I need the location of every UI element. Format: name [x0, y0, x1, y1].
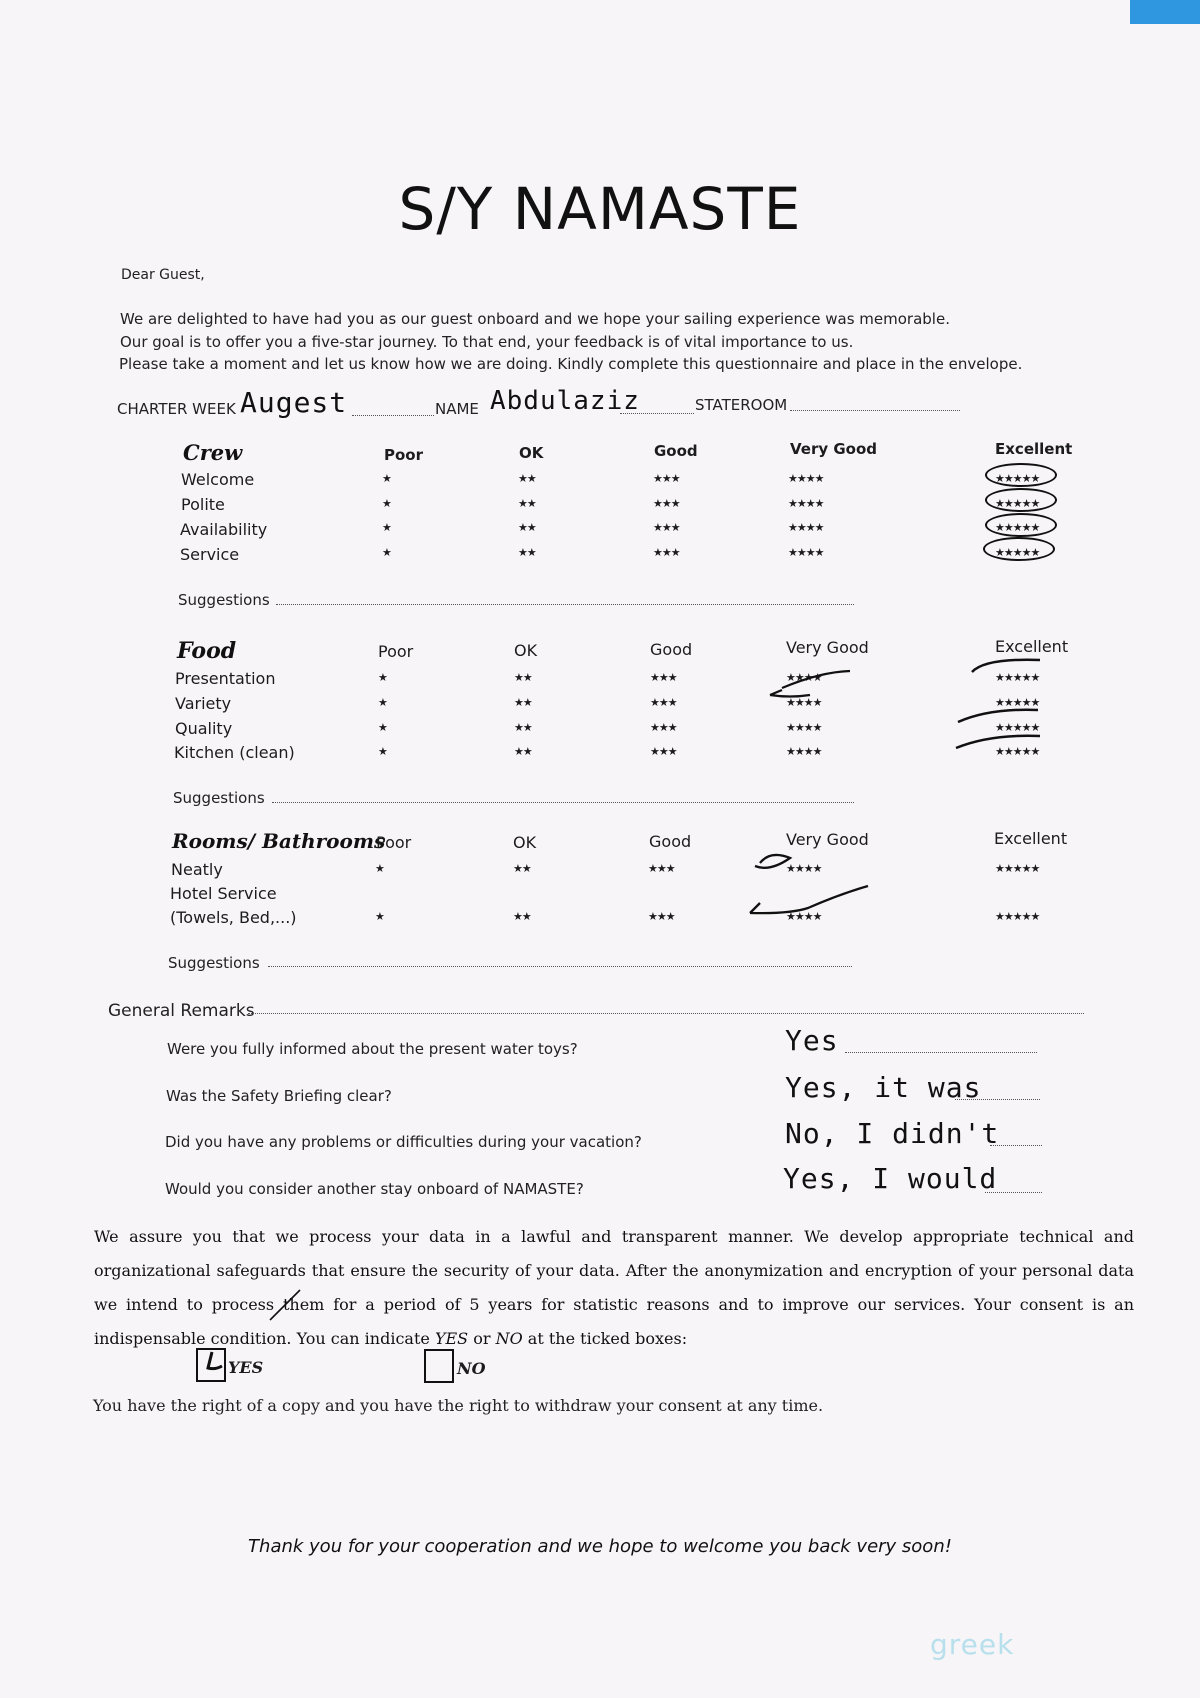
- food-stars-r2-very-good[interactable]: ★★★★: [786, 721, 822, 734]
- consent-yes-checkbox[interactable]: [196, 1348, 226, 1382]
- crew-stars-r2-good[interactable]: ★★★: [653, 521, 680, 534]
- rooms-stars-r0-good[interactable]: ★★★: [648, 862, 675, 875]
- rooms-suggestions-field[interactable]: [268, 966, 852, 967]
- section-crew-title: Crew: [183, 440, 243, 465]
- intro-line-3: Please take a moment and let us know how we are doing. Kindly complete this questionnaire and place in the envelope.: [119, 355, 1023, 373]
- crew-stars-r2-very-good[interactable]: ★★★★: [788, 521, 824, 534]
- answer-4[interactable]: Yes, I would: [783, 1162, 998, 1195]
- food-stars-r2-good[interactable]: ★★★: [650, 721, 677, 734]
- legal-yes-word: YES: [434, 1329, 469, 1348]
- food-stars-r1-ok[interactable]: ★★: [514, 696, 532, 709]
- food-col-very-good: Very Good: [786, 638, 869, 657]
- food-row-variety: Variety: [175, 694, 232, 713]
- rooms-row-towels-bed: (Towels, Bed,...): [170, 908, 297, 927]
- crew-stars-r1-poor[interactable]: ★: [382, 497, 391, 510]
- name-label: NAME: [435, 400, 479, 418]
- crew-stars-r1-ok[interactable]: ★★: [518, 497, 536, 510]
- food-stars-r0-poor[interactable]: ★: [378, 671, 387, 684]
- crew-stars-r1-very-good[interactable]: ★★★★: [788, 497, 824, 510]
- rooms-col-good: Good: [649, 832, 692, 851]
- food-stars-r0-very-good[interactable]: ★★★★: [786, 671, 822, 684]
- crew-stars-r2-ok[interactable]: ★★: [518, 521, 536, 534]
- food-stars-r2-excellent[interactable]: ★★★★★: [995, 721, 1040, 734]
- food-stars-r0-good[interactable]: ★★★: [650, 671, 677, 684]
- crew-col-good: Good: [654, 442, 698, 460]
- food-col-poor: Poor: [378, 642, 414, 661]
- blue-corner-tab: [1130, 0, 1200, 24]
- rooms-row-hotel-service: Hotel Service: [170, 884, 277, 903]
- stateroom-field[interactable]: [790, 410, 960, 411]
- rooms-stars-r1-excellent[interactable]: ★★★★★: [995, 910, 1040, 923]
- tick-rooms-neatly-very-good: [755, 855, 790, 868]
- consent-no-label: NO: [457, 1359, 486, 1378]
- crew-stars-r0-poor[interactable]: ★: [382, 472, 391, 485]
- section-rooms-title: Rooms/ Bathrooms: [172, 829, 386, 853]
- crew-stars-r0-excellent[interactable]: ★★★★★: [995, 472, 1040, 485]
- rooms-col-poor: Poor: [376, 833, 412, 852]
- rooms-stars-r1-good[interactable]: ★★★: [648, 910, 675, 923]
- crew-row-polite: Polite: [181, 495, 225, 514]
- consent-no-checkbox[interactable]: [424, 1349, 454, 1383]
- answer-1-line: [845, 1052, 1037, 1053]
- crew-welcome-excellent-circle: [985, 463, 1057, 487]
- crew-suggestions-field[interactable]: [276, 604, 854, 605]
- crew-stars-r1-good[interactable]: ★★★: [653, 497, 680, 510]
- rooms-stars-r0-poor[interactable]: ★: [375, 862, 384, 875]
- legal-no-word: NO: [495, 1329, 523, 1348]
- rooms-col-ok: OK: [513, 833, 537, 852]
- crew-row-welcome: Welcome: [181, 470, 255, 489]
- legal-or-word: or: [468, 1329, 496, 1348]
- food-suggestions-label: Suggestions: [173, 789, 265, 807]
- food-stars-r3-good[interactable]: ★★★: [650, 745, 677, 758]
- rooms-col-very-good: Very Good: [786, 830, 869, 849]
- watermark-logo: greek: [930, 1628, 1015, 1661]
- question-4: Would you consider another stay onboard of NAMASTE?: [165, 1180, 584, 1198]
- rooms-stars-r1-very-good[interactable]: ★★★★: [786, 910, 822, 923]
- intro-line-1: We are delighted to have had you as our guest onboard and we hope your sailing experience was memorable.: [120, 310, 950, 328]
- rooms-stars-r1-ok[interactable]: ★★: [513, 910, 531, 923]
- general-remarks-label: General Remarks: [108, 1001, 255, 1021]
- crew-row-service: Service: [180, 545, 240, 564]
- crew-stars-r3-ok[interactable]: ★★: [518, 546, 536, 559]
- food-stars-r2-poor[interactable]: ★: [378, 721, 387, 734]
- food-row-presentation: Presentation: [175, 669, 276, 688]
- food-stars-r1-excellent[interactable]: ★★★★★: [995, 696, 1040, 709]
- food-stars-r3-very-good[interactable]: ★★★★: [786, 745, 822, 758]
- crew-stars-r3-poor[interactable]: ★: [382, 546, 391, 559]
- answer-3[interactable]: No, I didn't: [785, 1117, 1000, 1150]
- food-stars-r3-ok[interactable]: ★★: [514, 745, 532, 758]
- food-stars-r0-ok[interactable]: ★★: [514, 671, 532, 684]
- answer-4-line: [985, 1192, 1042, 1193]
- rooms-row-neatly: Neatly: [171, 860, 223, 879]
- food-stars-r0-excellent[interactable]: ★★★★★: [995, 671, 1040, 684]
- crew-stars-r0-very-good[interactable]: ★★★★: [788, 472, 824, 485]
- crew-col-excellent: Excellent: [995, 440, 1073, 458]
- crew-stars-r2-poor[interactable]: ★: [382, 521, 391, 534]
- food-col-good: Good: [650, 640, 693, 659]
- section-food-title: Food: [177, 638, 237, 664]
- crew-service-excellent-circle: [983, 537, 1055, 561]
- answer-3-line: [990, 1145, 1042, 1146]
- general-remarks-field[interactable]: [248, 1013, 1084, 1014]
- crew-stars-r3-excellent[interactable]: ★★★★★: [995, 546, 1040, 559]
- greeting: Dear Guest,: [121, 267, 205, 283]
- charter-week-value[interactable]: Augest: [240, 386, 348, 419]
- crew-col-ok: OK: [519, 444, 544, 462]
- food-stars-r3-poor[interactable]: ★: [378, 745, 387, 758]
- stateroom-label: STATEROOM: [695, 396, 788, 414]
- crew-suggestions-label: Suggestions: [178, 591, 270, 609]
- answer-1[interactable]: Yes: [785, 1024, 839, 1057]
- crew-stars-r0-ok[interactable]: ★★: [518, 472, 536, 485]
- crew-col-very-good: Very Good: [790, 440, 878, 458]
- legal-text-part-1: We assure you that we process your data in a lawful and transparent manner. We develop appropriate technical and organizational safeguards that ensure the security of your data. After the anonymization and encryption of your personal data we intend to process them for a period of 5 years for statistic reasons and to improve our services. Your consent is an indispensable condition. You can indicate: [94, 1227, 1134, 1348]
- crew-stars-r2-excellent[interactable]: ★★★★★: [995, 521, 1040, 534]
- rooms-stars-r0-excellent[interactable]: ★★★★★: [995, 862, 1040, 875]
- crew-polite-excellent-circle: [985, 488, 1057, 512]
- name-value[interactable]: Abdulaziz: [490, 386, 640, 416]
- legal-text-part-2: at the ticked boxes:: [522, 1329, 688, 1348]
- crew-stars-r3-good[interactable]: ★★★: [653, 546, 680, 559]
- intro-line-2: Our goal is to offer you a five-star journey. To that end, your feedback is of vital importance to us.: [120, 333, 854, 351]
- crew-row-availability: Availability: [180, 520, 268, 539]
- rooms-stars-r1-poor[interactable]: ★: [375, 910, 384, 923]
- food-stars-r3-excellent[interactable]: ★★★★★: [995, 745, 1040, 758]
- thank-you-text: Thank you for your cooperation and we hope to welcome you back very soon!: [248, 1536, 952, 1557]
- rooms-stars-r0-ok[interactable]: ★★: [513, 862, 531, 875]
- food-stars-r1-good[interactable]: ★★★: [650, 696, 677, 709]
- food-suggestions-field[interactable]: [272, 802, 854, 803]
- food-stars-r2-ok[interactable]: ★★: [514, 721, 532, 734]
- food-row-kitchen: Kitchen (clean): [174, 743, 295, 762]
- food-row-quality: Quality: [175, 719, 233, 738]
- consent-yes-label: YES: [228, 1358, 264, 1377]
- name-dots: [620, 413, 694, 414]
- rights-text: You have the right of a copy and you have the right to withdraw your consent at any time.: [93, 1396, 824, 1415]
- question-3: Did you have any problems or difficulties during your vacation?: [165, 1133, 642, 1151]
- crew-stars-r0-good[interactable]: ★★★: [653, 472, 680, 485]
- answer-2-line: [955, 1099, 1040, 1100]
- food-col-excellent: Excellent: [995, 637, 1069, 656]
- charter-week-dots: [352, 415, 434, 416]
- crew-col-poor: Poor: [384, 446, 424, 464]
- form-title: S/Y NAMASTE: [398, 175, 802, 243]
- food-col-ok: OK: [514, 641, 538, 660]
- crew-stars-r3-very-good[interactable]: ★★★★: [788, 546, 824, 559]
- rooms-stars-r0-very-good[interactable]: ★★★★: [786, 862, 822, 875]
- data-protection-text: [94, 1220, 1134, 1356]
- question-2: Was the Safety Briefing clear?: [166, 1087, 392, 1105]
- question-1: Were you fully informed about the present water toys?: [167, 1040, 578, 1058]
- crew-stars-r1-excellent[interactable]: ★★★★★: [995, 497, 1040, 510]
- rooms-col-excellent: Excellent: [994, 829, 1068, 848]
- rooms-suggestions-label: Suggestions: [168, 954, 260, 972]
- food-stars-r1-poor[interactable]: ★: [378, 696, 387, 709]
- crew-availability-excellent-circle: [985, 513, 1057, 537]
- answer-2[interactable]: Yes, it was: [785, 1071, 982, 1104]
- food-stars-r1-very-good[interactable]: ★★★★: [786, 696, 822, 709]
- charter-week-label: CHARTER WEEK: [117, 400, 236, 418]
